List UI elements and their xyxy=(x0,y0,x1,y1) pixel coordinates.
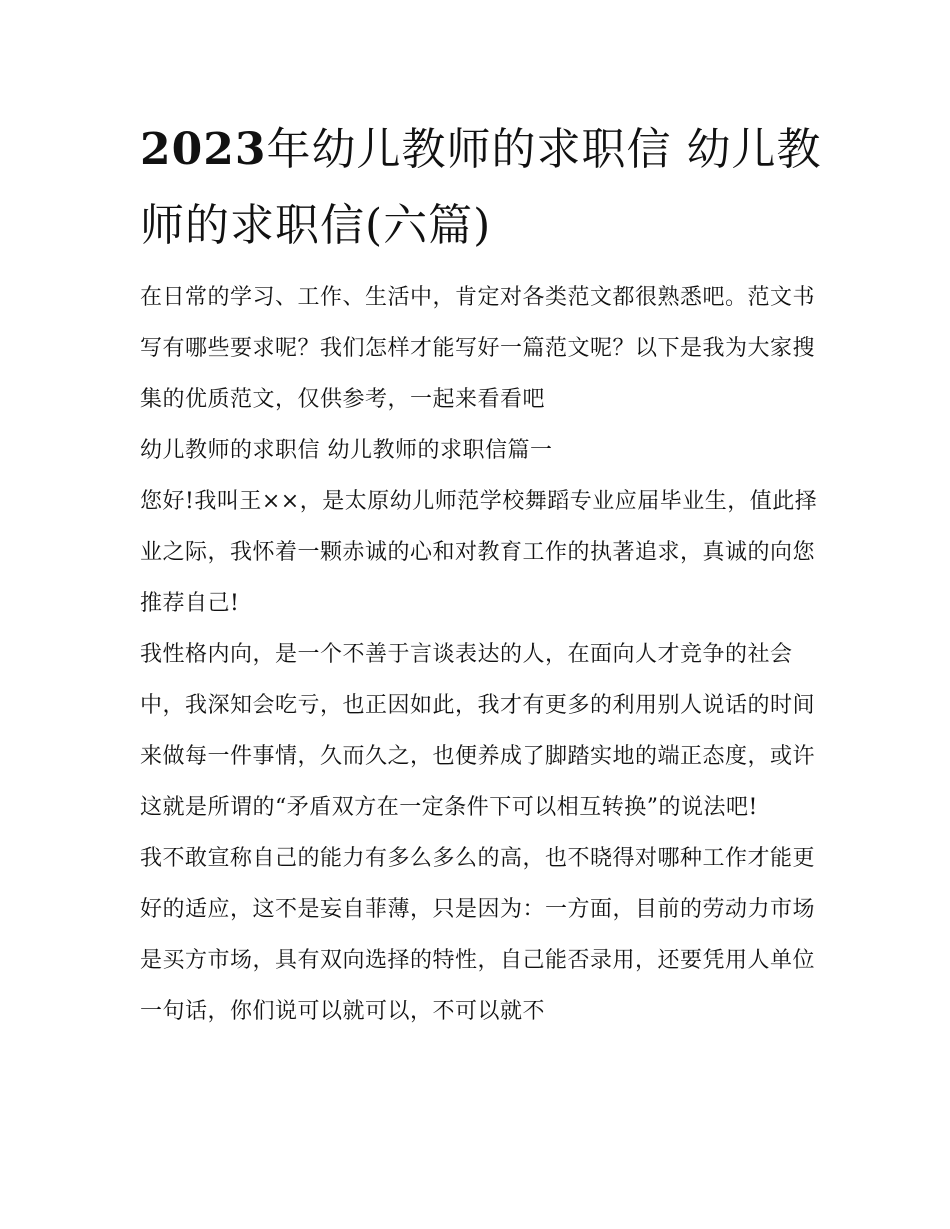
title-year: 2023 xyxy=(140,124,267,175)
document-body xyxy=(140,112,830,1037)
body-paragraph: 您好!我叫王××，是太原幼儿师范学校舞蹈专业应届毕业生，值此择业之际，我怀着一颗赤诚的心和对教育工作的执著追求，真诚的向您推荐自己! xyxy=(140,489,818,616)
body-paragraph: 我性格内向，是一个不善于言谈表达的人，在面向人才竞争的社会中，我深知会吃亏，也正因如此，我才有更多的利用别人说话的时间来做每一件事情，久而久之，也便养成了脚踏实地的端正态度，或许这就是所谓的“矛盾双方在一定条件下可以相互转换”的说法吧! xyxy=(140,642,816,820)
intro-paragraph: 在日常的学习、工作、生活中，肯定对各类范文都很熟悉吧。范文书写有哪些要求呢？我们怎样才能写好一篇范文呢？以下是我为大家搜集的优质范文，仅供参考，一起来看看吧 xyxy=(140,285,816,412)
document-title xyxy=(140,112,830,264)
title-text: 年幼儿教师的求职信 幼儿教师的求职信(六篇) xyxy=(140,124,822,251)
section-heading: 幼儿教师的求职信 幼儿教师的求职信篇一 xyxy=(140,438,553,463)
body-paragraph: 我不敢宣称自己的能力有多么多么的高，也不晓得对哪种工作才能更好的适应，这不是妄自菲薄，只是因为：一方面，目前的劳动力市场是买方市场，具有双向选择的特性，自己能否录用，还要凭用人单位一句话，你们说可以就可以，不可以就不 xyxy=(140,846,816,1024)
